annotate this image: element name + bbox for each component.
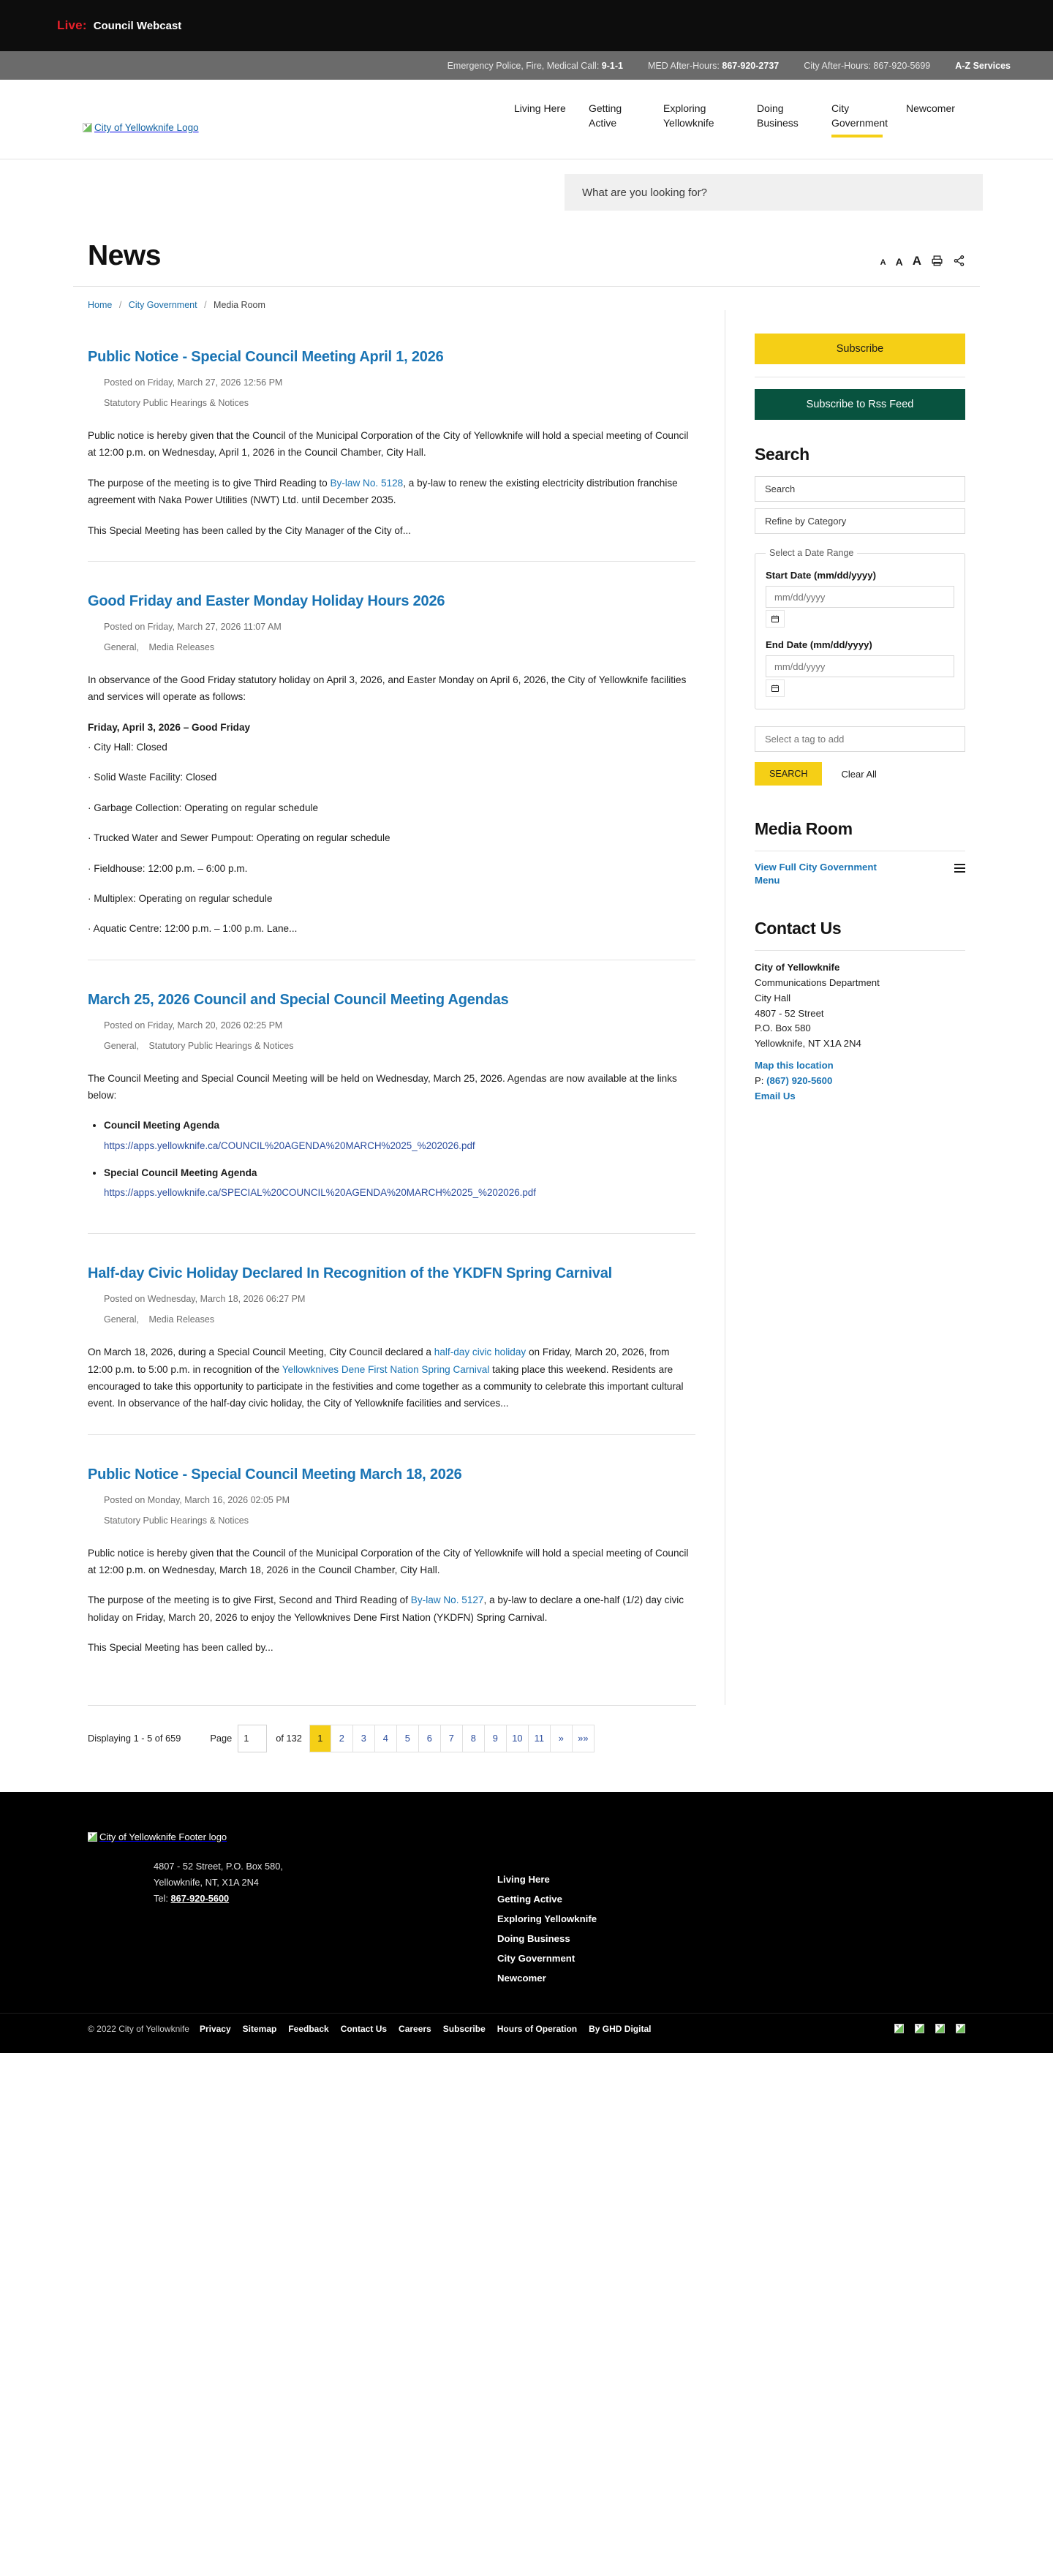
article-body [88,1545,695,1657]
footer-nav-doing-business[interactable]: Doing Business [497,1932,570,1944]
bullet-item: · Garbage Collection: Operating on regular schedule [88,802,319,813]
bullet-item: · Solid Waste Facility: Closed [88,772,217,783]
agenda-list [88,1117,695,1201]
phone-prefix: P: [755,1074,767,1086]
footer-tel-prefix: Tel: [154,1892,171,1904]
article-category[interactable]: Statutory Public Hearings & Notices [104,1515,249,1526]
footer-address-line2: Yellowknife, NT, X1A 2N4 [154,1876,259,1888]
instagram-icon[interactable] [935,2024,945,2033]
article-posted-date: Posted on Friday, March 27, 2026 12:56 PM [104,377,283,388]
broken-image-icon [88,1832,97,1842]
start-date-label: Start Date (mm/dd/yyyy) [766,570,876,581]
article-title-link[interactable]: Public Notice - Special Council Meeting April 1, 2026 [88,349,444,365]
article-intro: The Council Meeting and Special Council Meeting will be held on Wednesday, March 25, 2026. Agendas are now available at the links below: [88,1072,677,1101]
article-title-link[interactable]: Public Notice - Special Council Meeting March 18, 2026 [88,1466,462,1483]
page-tools [880,255,965,270]
article-categories [104,1314,695,1325]
article-paragraph: Public notice is hereby given that the Council of the Municipal Corporation of the City of Yellowknife will hold a special meeting of Council at 12:00 p.m. on Wednesday, March 18, 2026 in the Council Chamber, City Hall. [88,1547,689,1576]
pagination-pages [309,1725,595,1752]
agenda-label: Special Council Meeting Agenda [104,1167,257,1178]
subscribe-rss-button[interactable]: Subscribe to Rss Feed [755,389,965,420]
contact-street: 4807 - 52 Street [755,1007,824,1019]
footer-link-sitemap[interactable]: Sitemap [242,2023,277,2034]
end-date-label: End Date (mm/dd/yyyy) [766,639,872,650]
agenda-label: Council Meeting Agenda [104,1120,220,1131]
article-categories [104,1515,695,1526]
council-webcast-link[interactable]: Council Webcast [93,19,182,32]
nav-item-newcomer[interactable]: Newcomer [906,102,955,114]
footer-link-contact-us[interactable]: Contact Us [340,2023,388,2034]
media-room-menu-row [755,861,965,888]
share-icon[interactable] [953,255,965,267]
media-room-heading: Media Room [755,819,853,838]
start-date-calendar-icon[interactable] [766,610,785,628]
contact-us-heading: Contact Us [755,918,842,938]
site-footer [0,1792,1053,2013]
emergency-call-text: Emergency Police, Fire, Medical Call: 9-1-1 [447,60,623,71]
footer-tel-link[interactable]: 867-920-5600 [170,1892,230,1904]
agenda-url-link[interactable]: https://apps.yellowknife.ca/COUNCIL%20AGENDA%20MARCH%2025_%202026.pdf [104,1140,475,1151]
live-label: Live: [57,18,87,32]
article-paragraph: This Special Meeting has been called by... [88,1642,273,1654]
article-categories [104,642,695,652]
tag-select-input[interactable] [755,726,965,752]
pagination-page-1[interactable]: 1 [309,1725,331,1752]
pagination-page-5[interactable]: 5 [397,1725,419,1752]
article-body [88,671,695,938]
bylaw-link[interactable]: By-law No. 5127 [410,1594,484,1606]
footer-address-line1: 4807 - 52 Street, P.O. Box 580, [154,1860,283,1872]
pagination-page-input[interactable] [238,1725,267,1752]
footer-nav-getting-active[interactable]: Getting Active [497,1893,562,1905]
contact-po-box: P.O. Box 580 [755,1023,811,1034]
news-article [88,334,695,561]
print-icon[interactable] [931,255,943,267]
pagination-page-10[interactable]: 10 [507,1725,529,1752]
date-range-fieldset [755,548,965,709]
footer-logo-alt-text: City of Yellowknife Footer logo [99,1831,227,1842]
article-title-link[interactable]: March 25, 2026 Council and Special Council Meeting Agendas [88,991,509,1008]
footer-bottom-inner [73,2024,980,2034]
article-title-link[interactable]: Half-day Civic Holiday Declared In Recognition of the YKDFN Spring Carnival [88,1265,612,1282]
bullet-item: · Aquatic Centre: 12:00 p.m. – 1:00 p.m. Lane... [88,923,298,935]
article-paragraph: This Special Meeting has been called by the City Manager of the City of... [88,524,412,536]
contact-details [755,960,965,1104]
pagination-page-2[interactable]: 2 [331,1725,353,1752]
footer-nav-exploring-yellowknife[interactable]: Exploring Yellowknife [497,1913,597,1924]
footer-bottom-bar [0,2013,1053,2053]
article-title-link[interactable]: Good Friday and Easter Monday Holiday Hours 2026 [88,592,445,609]
footer-address [154,1858,497,1907]
news-article [88,1233,695,1434]
pagination-page-11[interactable]: 11 [529,1725,551,1752]
text-run: on Friday, March 20, 2026, from 12:00 p.m. to 5:00 p.m. in recognition of the [88,1347,670,1375]
city-after-hours-number: 867-920-5699 [873,60,931,71]
contact-org: City of Yellowknife [755,961,840,973]
pagination-page-7[interactable]: 7 [441,1725,463,1752]
font-size-small-icon[interactable]: A [880,258,886,267]
subscribe-button[interactable]: Subscribe [755,334,965,364]
article-category[interactable]: General, [104,641,139,652]
article-paragraph: The purpose of the meeting is to give Third Reading to By-law No. 5128, a by-law to renew the existing electricity distribution franchise agreement with Naka Power Utilities (NWT) Ltd. until December 2035. [88,477,678,506]
emergency-info-bar [0,51,1053,80]
sidebar [725,310,965,1104]
search-submit-button[interactable]: SEARCH [755,762,822,786]
footer-inner [73,1831,980,1984]
contact-city-line: Yellowknife, NT X1A 2N4 [755,1038,861,1050]
bullet-item: · Multiplex: Operating on regular schedule [88,892,273,904]
footer-link-privacy[interactable]: Privacy [199,2023,231,2034]
site-search-input[interactable] [565,174,983,211]
article-category[interactable]: General, [104,1314,139,1325]
page-layout [73,310,980,1705]
bullet-item: · Trucked Water and Sewer Pumpout: Operating on regular schedule [88,832,390,844]
footer-left-column [88,1831,497,1984]
article-subheading: Friday, April 3, 2026 – Good Friday [88,721,251,733]
pagination-page-3[interactable]: 3 [353,1725,375,1752]
date-range-legend: Select a Date Range [769,548,854,558]
clear-all-link[interactable]: Clear All [841,768,877,780]
font-size-medium-icon[interactable]: A [895,256,903,268]
twitter-icon[interactable] [915,2024,924,2033]
footer-link-feedback[interactable]: Feedback [288,2023,329,2034]
article-categories [104,398,695,408]
breadcrumb [73,300,980,310]
site-search-row [0,159,1053,211]
article-posted-date: Posted on Wednesday, March 18, 2026 06:27 PM [104,1294,306,1305]
youtube-icon[interactable] [956,2024,965,2033]
footer-logo[interactable] [88,1831,497,1842]
pagination-page-6[interactable]: 6 [419,1725,441,1752]
footer-nav-living-here[interactable]: Living Here [497,1873,550,1885]
footer-link-hours-of-operation[interactable]: Hours of Operation [497,2023,578,2034]
broken-image-icon [83,123,92,132]
footer-nav-newcomer[interactable]: Newcomer [497,1972,546,1984]
start-date-input[interactable] [766,586,954,608]
article-category[interactable]: Statutory Public Hearings & Notices [148,1040,294,1051]
pagination-last-button[interactable]: »» [573,1725,595,1752]
site-logo[interactable] [83,122,199,133]
footer-link-careers[interactable]: Careers [399,2023,431,2034]
article-paragraph: Public notice is hereby given that the Council of the Municipal Corporation of the City of Yellowknife will hold a special meeting of Council at 12:00 p.m. on Wednesday, April 1, 2026 in the Council Chamber, City Hall. [88,430,689,459]
footer-nav-city-government[interactable]: City Government [497,1952,575,1964]
footer-nav [497,1831,597,1984]
nav-item-doing-business[interactable]: Doing Business [757,102,799,129]
page-header [73,241,980,270]
article-category[interactable]: General, [104,1040,139,1051]
article-intro: In observance of the Good Friday statutory holiday on April 3, 2026, and Easter Monday on April 6, 2026, the City of Yellowknife facilities and services will operate as follows: [88,674,687,703]
end-date-calendar-icon[interactable] [766,679,785,697]
article-body [88,427,695,539]
bylaw-link[interactable]: By-law No. 5128 [330,477,404,489]
list-item [104,1164,695,1201]
breadcrumb-city-government[interactable]: City Government [128,300,197,310]
text-run: On March 18, 2026, during a Special Council Meeting, City Council declared a [88,1347,434,1358]
nav-item-exploring-yellowknife[interactable]: Exploring Yellowknife [663,102,714,129]
news-article [88,960,695,1234]
map-this-location-link[interactable]: Map this location [755,1060,834,1072]
pagination [73,1706,980,1774]
search-actions [755,762,965,786]
news-article [88,1434,695,1679]
breadcrumb-home[interactable]: Home [88,300,113,310]
view-full-city-government-menu-link[interactable]: View Full City Government Menu [755,862,877,886]
article-body [88,1070,695,1202]
page-title: News [88,240,161,271]
article-paragraph: The purpose of the meeting is to give First, Second and Third Reading of By-law No. 5127, a by-law to declare a one-half (1/2) day civic holiday on Friday, March 20, 2026 to enjoy the Yellowknives Dene First Nation (YKDFN) Spring Carnival. [88,1594,684,1623]
text-run: taking place this weekend. Residents are encouraged to take this opportunity to participate in the festivities and come together as a community to celebrate this important cultural event. In observance of the half-day civic holiday, the City of Yellowknife facilities and services... [88,1363,684,1409]
logo-alt-text: City of Yellowknife Logo [94,122,199,133]
article-posted-date: Posted on Friday, March 20, 2026 02:25 PM [104,1020,283,1031]
font-size-large-icon[interactable]: A [912,254,921,268]
refine-category-select[interactable] [755,508,965,534]
news-list [88,310,725,1705]
live-webcast-bar [0,0,1053,51]
footer-social-icons [894,2024,965,2033]
pagination-page-9[interactable]: 9 [485,1725,507,1752]
primary-nav [505,101,972,138]
nav-item-living-here[interactable]: Living Here [514,102,566,114]
footer-bottom-links [200,2024,652,2034]
nav-item-getting-active[interactable]: Getting Active [589,102,622,129]
copyright-text: © 2022 City of Yellowknife [88,2023,189,2034]
breadcrumb-sep: / [118,300,122,310]
med-after-hours-number: 867-920-2737 [722,60,780,71]
civic-holiday-link[interactable]: half-day civic holiday [434,1347,526,1358]
breadcrumb-sep: / [204,300,207,310]
pagination-page-4[interactable]: 4 [375,1725,397,1752]
pagination-summary: Displaying 1 - 5 of 659 [88,1733,181,1744]
news-article [88,561,695,960]
article-body [88,1344,695,1412]
article-category[interactable]: Statutory Public Hearings & Notices [104,398,249,408]
bullet-item: · Fieldhouse: 12:00 p.m. – 6:00 p.m. [88,862,248,874]
article-posted-date: Posted on Friday, March 27, 2026 11:07 AM [104,621,282,632]
footer-link-by-ghd-digital[interactable]: By GHD Digital [589,2023,652,2034]
bullet-item: · City Hall: Closed [88,742,167,753]
a-z-services-link[interactable]: A-Z Services [955,60,1011,71]
breadcrumb-current: Media Room [214,300,265,310]
facebook-icon[interactable] [894,2024,904,2033]
spring-carnival-link[interactable]: Yellowknives Dene First Nation Spring Carnival [282,1363,490,1375]
footer-link-subscribe[interactable]: Subscribe [442,2023,486,2034]
email-us-link[interactable]: Email Us [755,1090,796,1101]
city-after-hours-text: City After-Hours: 867-920-5699 [804,60,931,71]
pagination-page-8[interactable]: 8 [463,1725,485,1752]
med-after-hours-text: MED After-Hours: 867-920-2737 [647,60,780,71]
pagination-total-label: of 132 [276,1733,302,1744]
nav-item-city-government[interactable]: City Government [823,101,897,138]
agenda-url-link[interactable]: https://apps.yellowknife.ca/SPECIAL%20COUNCIL%20AGENDA%20MARCH%2025_%202026.pdf [104,1187,536,1199]
hamburger-menu-icon[interactable] [954,864,965,873]
search-heading: Search [755,445,809,464]
contact-building: City Hall [755,992,791,1003]
article-category[interactable]: Media Releases [148,641,215,652]
list-item [104,1117,695,1153]
article-paragraph [88,1344,695,1412]
emergency-number: 9-1-1 [601,60,623,71]
contact-department: Communications Department [755,976,880,988]
sidebar-search-input[interactable] [755,476,965,502]
article-category[interactable]: Media Releases [148,1314,215,1325]
header-divider [73,286,980,287]
main-navigation-bar [0,80,1053,159]
end-date-input[interactable] [766,655,954,677]
pagination-next-button[interactable]: » [551,1725,573,1752]
article-categories [104,1041,695,1051]
sidebar-divider [755,950,965,951]
contact-phone-link[interactable]: (867) 920-5600 [766,1074,833,1086]
pagination-page-label: Page [210,1733,233,1744]
article-posted-date: Posted on Monday, March 16, 2026 02:05 PM [104,1494,290,1505]
